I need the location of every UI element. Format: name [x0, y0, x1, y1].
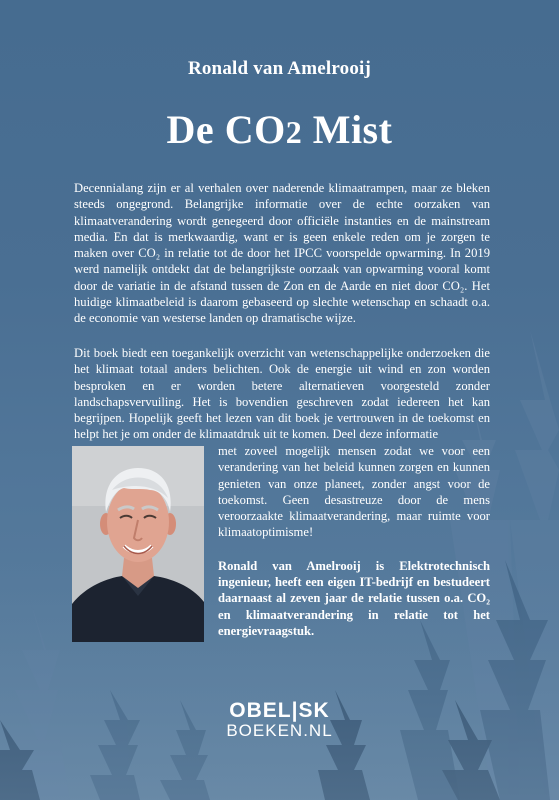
book-title — [0, 106, 559, 153]
author-name-header: Ronald van Amelrooij — [187, 58, 372, 79]
author-photo — [72, 446, 204, 642]
title-end: Mist — [302, 107, 393, 152]
blurb-paragraph-3: met zoveel mogelijk mensen zodat we voor een verandering van het beleid kunnen zorgen en kunnen genieten van onze planeet, zonder angst voor de toekomst. Geen desastreuze door de mens veroorzaakte klimaatverandering, maar ruimte voor klimaatoptimisme! — [218, 444, 490, 540]
publisher-logo-line1: OBEL|SK — [229, 699, 330, 722]
publisher-logo-line2: BOEKEN.NL — [226, 721, 333, 740]
publisher-logo — [0, 700, 559, 740]
blurb-paragraph-1: Decennialang zijn er al verhalen over naderende klimaatrampen, maar ze bleken steeds ongegrond. Belangrijke informatie over de echte oorzaken van klimaatverandering wordt genegeerd door officiële instanties en de mainstream media. En dat is merkwaardig, want er is geen enkele reden om je zorgen te maken over CO₂ in relatie tot de door het IPCC voorspelde opwarming. In 2019 werd namelijk ontdekt dat de belangrijkste oorzaak van opwarming vooral komt door de variatie in de afstand tussen de Zon en de Aarde en niet door CO₂. Het huidige klimaatbeleid is daarom gebaseerd op slechte wetenschap en schaadt o.a. de economie van westerse landen op dramatische wijze. — [74, 181, 490, 326]
blurb-paragraph-2: Dit boek biedt een toegankelijk overzicht van wetenschappelijke onderzoeken die het klimaat totaal anders belichten. Ook de energie uit wind en zon worden besproken en er worden betere alternatieven voorgesteld zonder landschapsvervuiling. Het is bovendien geschreven zodat iedereen het kan begrijpen. Hopelijk geeft het lezen van dit boek je vertrouwen in de toekomst en helpt het je om onder de klimaatdruk uit te komen. Deel deze informatie — [74, 346, 490, 442]
author-bio: Ronald van Amelrooij is Elektrotechnisch ingenieur, heeft een eigen IT-bedrijf en bestudeert daarnaast al zeven jaar de relatie tussen o.a. CO₂ en klimaatverandering in relatie tot het energievraagstuk. — [218, 559, 490, 638]
title-main: De CO — [166, 107, 286, 152]
title-subscript: 2 — [285, 114, 303, 150]
